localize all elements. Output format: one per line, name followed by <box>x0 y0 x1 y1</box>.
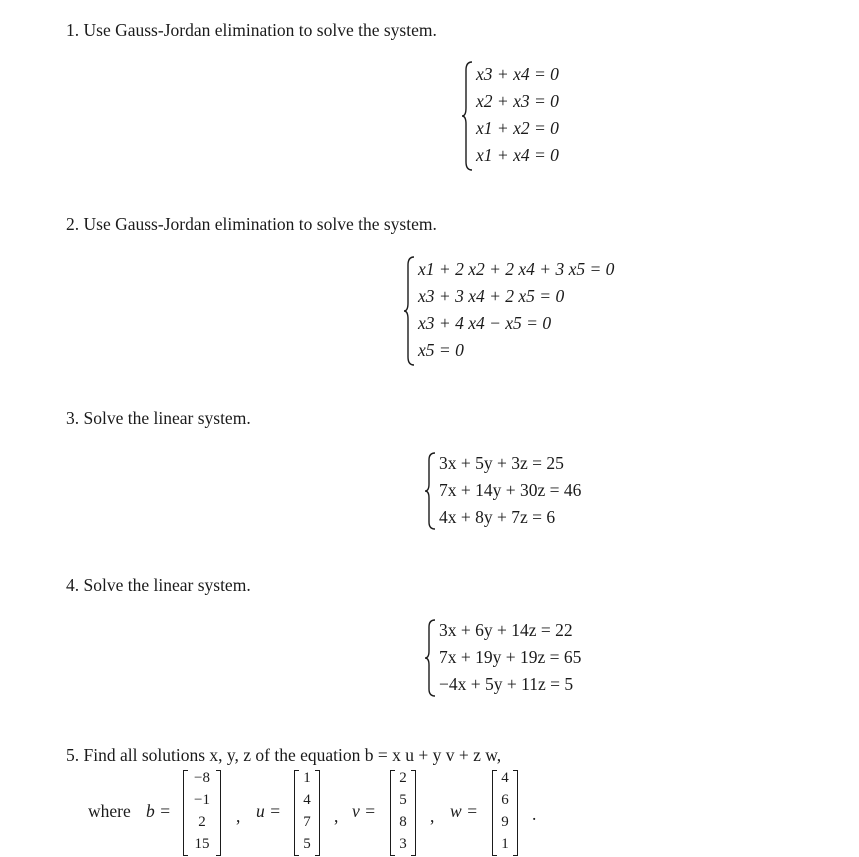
vector-u-entry: 4 <box>303 792 311 808</box>
problem-2-system <box>404 255 664 367</box>
vector-v-entry: 3 <box>399 836 407 852</box>
equation: x5 = 0 <box>418 340 464 360</box>
vector-v-entry: 8 <box>399 814 407 830</box>
vector-b-name: b <box>146 801 155 821</box>
equation: x1 + x2 = 0 <box>476 118 559 138</box>
vector-b-entry: 15 <box>194 836 210 852</box>
vector-v-entry: 5 <box>399 792 407 808</box>
equation: 3x + 6y + 14z = 22 <box>439 620 573 640</box>
vector-u-entry: 5 <box>303 836 311 852</box>
where-label: where <box>88 801 131 821</box>
left-brace-icon <box>425 618 437 698</box>
problem-2-title: 2. Use Gauss-Jordan elimination to solve the system. <box>66 214 437 234</box>
vector-w-name: w <box>450 801 462 821</box>
equation: −4x + 5y + 11z = 5 <box>439 674 574 694</box>
left-brace-icon <box>462 60 474 172</box>
vector-u-entry: 7 <box>303 814 311 830</box>
vector-w-entry: 6 <box>501 792 509 808</box>
problem-4-title: 4. Solve the linear system. <box>66 575 251 595</box>
vector-u-label: u = <box>256 801 281 821</box>
vector-w-entry: 4 <box>501 770 509 786</box>
equation: 7x + 19y + 19z = 65 <box>439 647 582 667</box>
equation: x1 + x4 = 0 <box>476 145 559 165</box>
vector-v-name: v <box>352 801 360 821</box>
equation: x3 + 3 x4 + 2 x5 = 0 <box>418 286 565 306</box>
vector-v-label: v = <box>352 801 376 821</box>
vector-w-label: w = <box>450 801 478 821</box>
problem-4-system <box>425 618 645 698</box>
equation: x3 + 4 x4 − x5 = 0 <box>418 313 552 333</box>
equation: x3 + x4 = 0 <box>476 64 559 84</box>
equation: x1 + 2 x2 + 2 x4 + 3 x5 = 0 <box>418 259 615 279</box>
vector-v-entry: 2 <box>399 770 407 786</box>
problem-5-title: 5. Find all solutions x, y, z of the equation b = x u + y v + z w, <box>66 745 502 765</box>
vector-b-entry: 2 <box>198 814 206 830</box>
vector-b-entry: −8 <box>194 770 210 786</box>
vector-w-matrix <box>492 770 518 856</box>
equation: 4x + 8y + 7z = 6 <box>439 507 556 527</box>
vector-b-entry: −1 <box>194 792 210 808</box>
comma: , <box>430 806 435 826</box>
comma: , <box>334 806 339 826</box>
vector-w-entry: 1 <box>501 836 509 852</box>
left-brace-icon <box>404 255 416 367</box>
vector-u-entry: 1 <box>303 770 311 786</box>
problem-1-system <box>462 60 622 172</box>
equation: x2 + x3 = 0 <box>476 91 559 111</box>
vector-u-matrix <box>294 770 320 856</box>
equation: 7x + 14y + 30z = 46 <box>439 480 582 500</box>
problem-3-title: 3. Solve the linear system. <box>66 408 251 428</box>
problem-1-title: 1. Use Gauss-Jordan elimination to solve the system. <box>66 20 437 40</box>
vector-u-name: u <box>256 801 265 821</box>
left-brace-icon <box>425 451 437 531</box>
vector-b-matrix <box>183 770 221 856</box>
vector-b-label: b = <box>146 801 171 821</box>
comma: , <box>236 806 241 826</box>
period: . <box>532 804 537 824</box>
problem-3-system <box>425 451 645 531</box>
equation: 3x + 5y + 3z = 25 <box>439 453 564 473</box>
vector-w-entry: 9 <box>501 814 509 830</box>
vector-v-matrix <box>390 770 416 856</box>
